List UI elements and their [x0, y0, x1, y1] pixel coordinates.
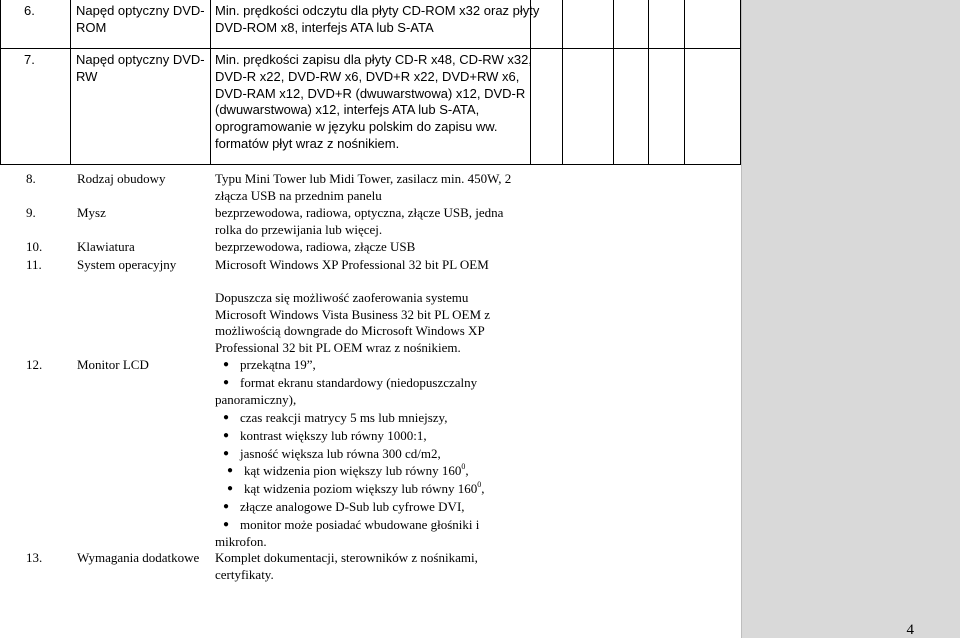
bullet-icon: ● — [223, 377, 230, 388]
row-6-desc-line2: DVD-ROM x8, interfejs ATA lub S-ATA — [215, 20, 434, 35]
col-divider-c3 — [648, 0, 649, 164]
row-9-desc-line1: bezprzewodowa, radiowa, optyczna, złącze USB, jedna — [215, 205, 504, 220]
monitor-spec-vertical-angle — [244, 462, 469, 479]
row-6-name-line2: ROM — [76, 20, 107, 35]
row-7-desc-line5: oprogramowanie w języku polskim do zapisu ww. — [215, 119, 498, 134]
row-6-number: 6. — [24, 3, 35, 18]
row-11-name: System operacyjny — [77, 257, 177, 272]
row-13-name: Wymagania dodatkowe — [77, 550, 200, 565]
col-divider-c1 — [562, 0, 563, 164]
monitor-spec-contrast: kontrast większy lub równy 1000:1, — [240, 428, 427, 443]
vertical-angle-comma: , — [465, 463, 469, 478]
row-10-name: Klawiatura — [77, 239, 135, 254]
row-11-number: 11. — [26, 257, 42, 272]
table-left-border — [0, 48, 1, 164]
col-divider-num — [70, 0, 71, 164]
page-number: 4 — [906, 622, 914, 638]
row-7-desc-line3: DVD-RAM x12, DVD+R (dwuwarstwowa) x12, DVD-R — [215, 86, 526, 101]
row-12-name: Monitor LCD — [77, 357, 149, 372]
row-divider — [0, 48, 741, 49]
row-11-note-line1: Dopuszcza się możliwość zaoferowania systemu — [215, 290, 469, 305]
col-divider-desc — [530, 0, 531, 164]
row-7-name-line2: RW — [76, 69, 98, 84]
bullet-icon: ● — [227, 483, 234, 494]
row-11-desc: Microsoft Windows XP Professional 32 bit PL OEM — [215, 257, 489, 272]
row-9-name: Mysz — [77, 205, 106, 220]
row-11-note-line2: Microsoft Windows Vista Business 32 bit PL OEM z — [215, 307, 491, 322]
row-9-number: 9. — [26, 205, 36, 220]
monitor-spec-speakers-line2: mikrofon. — [215, 534, 267, 549]
bullet-icon: ● — [223, 430, 230, 441]
row-8-number: 8. — [26, 171, 36, 186]
row-7-desc-line6: formatów płyt wraz z nośnikiem. — [215, 136, 400, 151]
row-13-number: 13. — [26, 550, 43, 565]
monitor-spec-speakers-line1: monitor może posiadać wbudowane głośniki i — [240, 517, 480, 532]
horizontal-angle-text: kąt widzenia poziom większy lub równy 160 — [244, 481, 478, 496]
bullet-icon: ● — [223, 519, 230, 530]
row-7-desc-line2: DVD-R x22, DVD-RW x6, DVD+R x22, DVD+RW x6, — [215, 69, 520, 84]
monitor-spec-connector: złącze analogowe D-Sub lub cyfrowe DVI, — [240, 499, 465, 514]
bullet-icon: ● — [223, 448, 230, 459]
row-11-note-line4: Professional 32 bit PL OEM wraz z nośnikiem. — [215, 340, 461, 355]
monitor-spec-format-line1: format ekranu standardowy (niedopuszczalny — [240, 375, 478, 390]
monitor-spec-diagonal: przekątna 19”, — [240, 357, 316, 372]
row-8-desc-line2: złącza USB na przednim panelu — [215, 188, 382, 203]
row-8-name: Rodzaj obudowy — [77, 171, 166, 186]
monitor-spec-response: czas reakcji matrycy 5 ms lub mniejszy, — [240, 410, 448, 425]
row-10-desc: bezprzewodowa, radiowa, złącze USB — [215, 239, 416, 254]
col-divider-name — [210, 0, 211, 164]
row-11-note-line3: możliwością downgrade do Microsoft Windows XP — [215, 323, 485, 338]
row-7-desc-line1: Min. prędkości zapisu dla płyty CD-R x48, CD-RW x32, — [215, 52, 532, 67]
vertical-angle-text: kąt widzenia pion większy lub równy 160 — [244, 463, 462, 478]
row-7-number: 7. — [24, 52, 35, 67]
row-10-number: 10. — [26, 239, 43, 254]
bullet-icon: ● — [223, 501, 230, 512]
shaded-column-area — [741, 0, 960, 638]
row-9-desc-line2: rolka do przewijania lub więcej. — [215, 222, 383, 237]
bullet-icon: ● — [223, 359, 230, 370]
row-8-desc-line1: Typu Mini Tower lub Midi Tower, zasilacz min. 450W, 2 — [215, 171, 512, 186]
horizontal-angle-comma: , — [481, 481, 485, 496]
row-12-number: 12. — [26, 357, 43, 372]
row-6-name-line1: Napęd optyczny DVD- — [76, 3, 205, 18]
monitor-spec-horizontal-angle — [244, 480, 484, 497]
shaded-area-border — [741, 0, 742, 638]
row-divider — [0, 164, 741, 165]
row-13-desc-line2: certyfikaty. — [215, 567, 274, 582]
row-6-desc-line1: Min. prędkości odczytu dla płyty CD-ROM x32 oraz płyty — [215, 3, 540, 18]
row-7-name-line1: Napęd optyczny DVD- — [76, 52, 205, 67]
degree-superscript: 0 — [477, 480, 482, 489]
monitor-spec-format-line2: panoramiczny), — [215, 392, 297, 407]
row-13-desc-line1: Komplet dokumentacji, sterowników z nośnikami, — [215, 550, 478, 565]
monitor-spec-brightness: jasność większa lub równa 300 cd/m2, — [240, 446, 441, 461]
row-7-desc-line4: (dwuwarstwowa) x12, interfejs ATA lub S-ATA, — [215, 102, 480, 117]
bullet-icon: ● — [227, 465, 234, 476]
bullet-icon: ● — [223, 412, 230, 423]
col-divider-c4 — [684, 0, 685, 164]
table-left-border — [0, 0, 1, 48]
degree-superscript: 0 — [461, 462, 466, 471]
col-divider-c2 — [613, 0, 614, 164]
